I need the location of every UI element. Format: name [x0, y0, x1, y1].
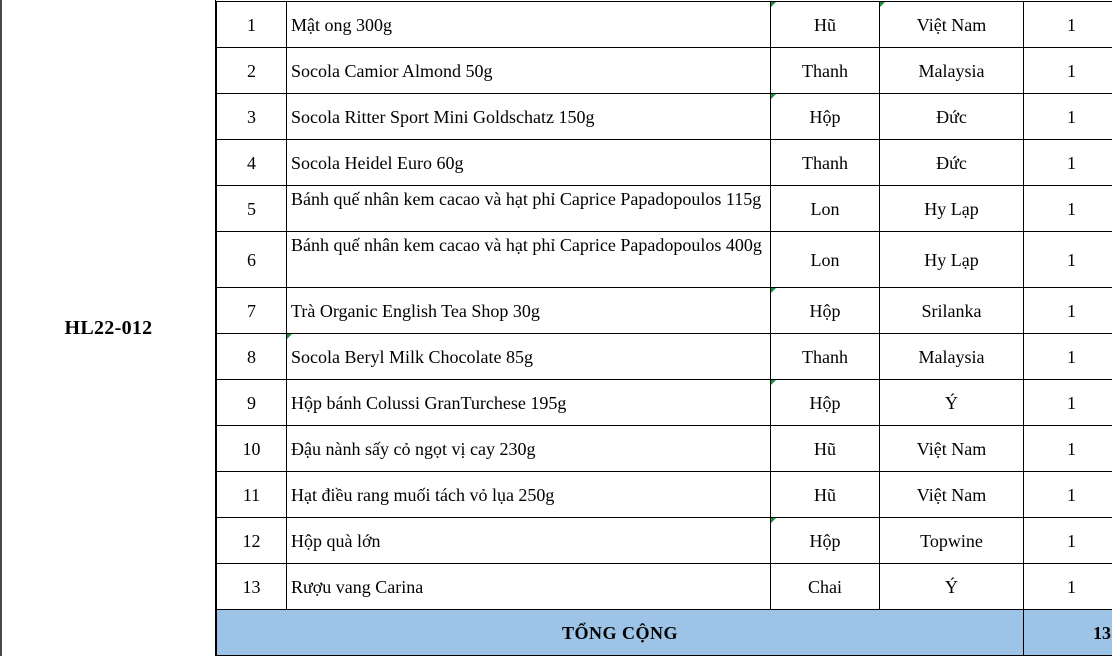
name-cell[interactable]: Socola Beryl Milk Chocolate 85g: [287, 334, 771, 380]
stt-cell[interactable]: 13: [217, 564, 287, 610]
qty-cell[interactable]: 1: [1024, 472, 1112, 518]
origin-cell[interactable]: Việt Nam: [880, 472, 1024, 518]
unit-cell[interactable]: Lon: [771, 232, 880, 288]
unit-cell[interactable]: Thanh: [771, 48, 880, 94]
origin-cell[interactable]: Việt Nam: [880, 426, 1024, 472]
qty-cell[interactable]: 1: [1024, 140, 1112, 186]
qty-cell[interactable]: 1: [1024, 186, 1112, 232]
name-cell[interactable]: Đậu nành sấy cỏ ngọt vị cay 230g: [287, 426, 771, 472]
stt-cell[interactable]: 8: [217, 334, 287, 380]
stt-cell[interactable]: 2: [217, 48, 287, 94]
unit-cell[interactable]: Thanh: [771, 334, 880, 380]
qty-cell[interactable]: 1: [1024, 564, 1112, 610]
table-row: [217, 232, 1112, 288]
origin-cell[interactable]: Malaysia: [880, 48, 1024, 94]
stt-cell[interactable]: 7: [217, 288, 287, 334]
total-row: [217, 610, 1112, 656]
table-row: [217, 48, 1112, 94]
unit-cell[interactable]: Hộp: [771, 288, 880, 334]
unit-cell[interactable]: Hũ: [771, 426, 880, 472]
table-row: [217, 472, 1112, 518]
table-row: [217, 564, 1112, 610]
unit-cell[interactable]: Hộp: [771, 380, 880, 426]
origin-cell[interactable]: Ý: [880, 380, 1024, 426]
total-label[interactable]: TỔNG CỘNG: [217, 610, 1024, 656]
name-cell[interactable]: Mật ong 300g: [287, 2, 771, 48]
origin-cell[interactable]: Hy Lạp: [880, 232, 1024, 288]
origin-cell[interactable]: Srilanka: [880, 288, 1024, 334]
stt-cell[interactable]: 1: [217, 2, 287, 48]
qty-cell[interactable]: 1: [1024, 94, 1112, 140]
unit-cell[interactable]: Hũ: [771, 2, 880, 48]
qty-cell[interactable]: 1: [1024, 334, 1112, 380]
table-row: [217, 426, 1112, 472]
table-row: [217, 334, 1112, 380]
origin-cell[interactable]: Malaysia: [880, 334, 1024, 380]
stt-cell[interactable]: 12: [217, 518, 287, 564]
items-table: [216, 1, 1112, 656]
name-cell[interactable]: Bánh quế nhân kem cacao và hạt phỉ Caprice Papadopoulos 115g: [287, 186, 771, 232]
order-code-cell[interactable]: HL22-012: [0, 0, 216, 656]
table-row: [217, 288, 1112, 334]
table-row: [217, 380, 1112, 426]
qty-cell[interactable]: 1: [1024, 2, 1112, 48]
name-cell[interactable]: Rượu vang Carina: [287, 564, 771, 610]
table-row: [217, 94, 1112, 140]
qty-cell[interactable]: 1: [1024, 518, 1112, 564]
name-cell[interactable]: Socola Camior Almond 50g: [287, 48, 771, 94]
stt-cell[interactable]: 10: [217, 426, 287, 472]
qty-cell[interactable]: 1: [1024, 380, 1112, 426]
unit-cell[interactable]: Chai: [771, 564, 880, 610]
table-row: [217, 140, 1112, 186]
stt-cell[interactable]: 5: [217, 186, 287, 232]
name-cell[interactable]: Socola Heidel Euro 60g: [287, 140, 771, 186]
qty-cell[interactable]: 1: [1024, 288, 1112, 334]
stt-cell[interactable]: 9: [217, 380, 287, 426]
stt-cell[interactable]: 4: [217, 140, 287, 186]
qty-cell[interactable]: 1: [1024, 232, 1112, 288]
name-cell[interactable]: Hộp bánh Colussi GranTurchese 195g: [287, 380, 771, 426]
table-row: [217, 2, 1112, 48]
name-cell[interactable]: Socola Ritter Sport Mini Goldschatz 150g: [287, 94, 771, 140]
origin-cell[interactable]: Đức: [880, 140, 1024, 186]
name-cell[interactable]: Hộp quà lớn: [287, 518, 771, 564]
table-row: [217, 186, 1112, 232]
name-cell[interactable]: Trà Organic English Tea Shop 30g: [287, 288, 771, 334]
name-cell[interactable]: Hạt điều rang muối tách vỏ lụa 250g: [287, 472, 771, 518]
stt-cell[interactable]: 3: [217, 94, 287, 140]
origin-cell[interactable]: Việt Nam: [880, 2, 1024, 48]
origin-cell[interactable]: Topwine: [880, 518, 1024, 564]
name-cell[interactable]: Bánh quế nhân kem cacao và hạt phỉ Caprice Papadopoulos 400g: [287, 232, 771, 288]
origin-cell[interactable]: Hy Lạp: [880, 186, 1024, 232]
unit-cell[interactable]: Lon: [771, 186, 880, 232]
stt-cell[interactable]: 6: [217, 232, 287, 288]
unit-cell[interactable]: Hộp: [771, 518, 880, 564]
qty-cell[interactable]: 1: [1024, 426, 1112, 472]
stt-cell[interactable]: 11: [217, 472, 287, 518]
origin-cell[interactable]: Ý: [880, 564, 1024, 610]
unit-cell[interactable]: Hộp: [771, 94, 880, 140]
origin-cell[interactable]: Đức: [880, 94, 1024, 140]
qty-cell[interactable]: 1: [1024, 48, 1112, 94]
unit-cell[interactable]: Thanh: [771, 140, 880, 186]
unit-cell[interactable]: Hũ: [771, 472, 880, 518]
total-value[interactable]: 13: [1024, 610, 1112, 656]
table-row: [217, 518, 1112, 564]
